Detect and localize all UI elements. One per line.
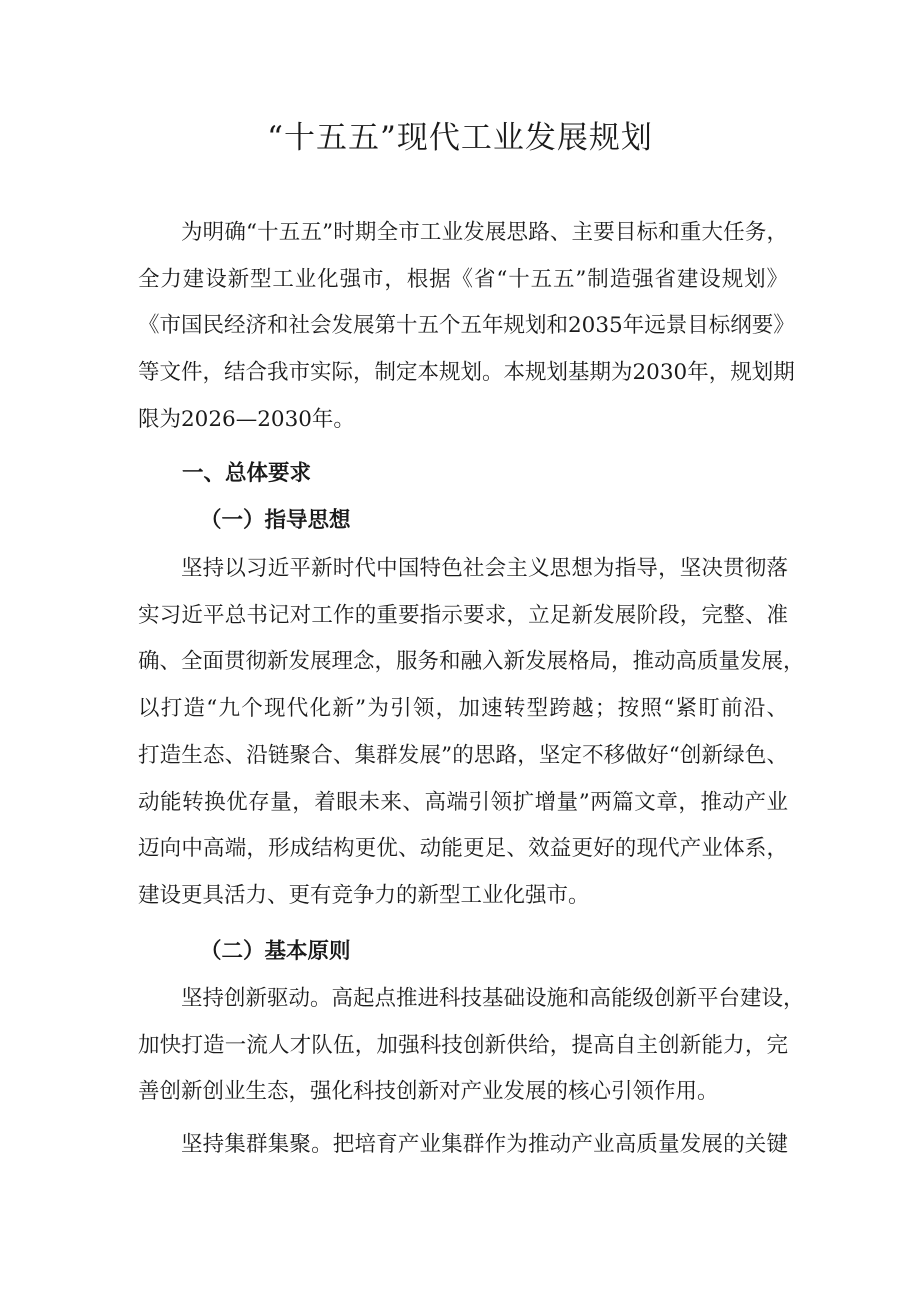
guiding-thought-paragraph <box>138 546 805 920</box>
principle-paragraph <box>138 1122 788 1169</box>
body-line: 加快打造一流人才队伍，加强科技创新供给，提高自主创新能力，完 <box>138 1032 788 1058</box>
body-line: 坚持创新驱动。高起点推进科技基础设施和高能级创新平台建设， <box>181 986 805 1011</box>
subsection-heading: （二）基本原则 <box>200 939 351 964</box>
body-line: 迈向中高端，形成结构更优、动能更足、效益更好的现代产业体系， <box>138 836 788 862</box>
body-line: 动能转换优存量，着眼未来、高端引领扩增量”两篇文章，推动产业 <box>138 789 788 815</box>
intro-line: 限为2026—2030年。 <box>138 406 355 432</box>
intro-line: 《市国民经济和社会发展第十五个五年规划和2035年远景目标纲要》 <box>138 313 795 339</box>
intro-line: 为明确“十五五”时期全市工业发展思路、主要目标和重大任务， <box>181 220 788 245</box>
principle-paragraph <box>138 976 805 1116</box>
body-line: 打造生态、沿链聚合、集群发展”的思路，坚定不移做好“创新绿色、 <box>138 742 788 768</box>
intro-line: 全力建设新型工业化强市，根据《省“十五五”制造强省建设规划》 <box>138 266 788 292</box>
body-line: 建设更具活力、更有竞争力的新型工业化强市。 <box>138 882 590 908</box>
body-line: 坚持以习近平新时代中国特色社会主义思想为指导，坚决贯彻落 <box>181 556 788 581</box>
body-line: 确、全面贯彻新发展理念，服务和融入新发展格局，推动高质量发展， <box>138 649 805 675</box>
subsection-heading: （一）指导思想 <box>200 508 351 533</box>
body-line: 以打造“九个现代化新”为引领，加速转型跨越；按照“紧盯前沿、 <box>138 696 788 722</box>
body-line: 坚持集群集聚。把培育产业集群作为推动产业高质量发展的关键 <box>181 1132 788 1157</box>
intro-line: 等文件，结合我市实际，制定本规划。本规划基期为2030年，规划期 <box>138 360 795 386</box>
body-line: 实习近平总书记对工作的重要指示要求，立足新发展阶段，完整、准 <box>138 602 788 628</box>
document-title: “十五五”现代工业发展规划 <box>267 120 653 156</box>
intro-paragraph <box>138 210 795 444</box>
section-heading: 一、总体要求 <box>182 461 312 486</box>
body-line: 善创新创业生态，强化科技创新对产业发展的核心引领作用。 <box>138 1079 719 1105</box>
